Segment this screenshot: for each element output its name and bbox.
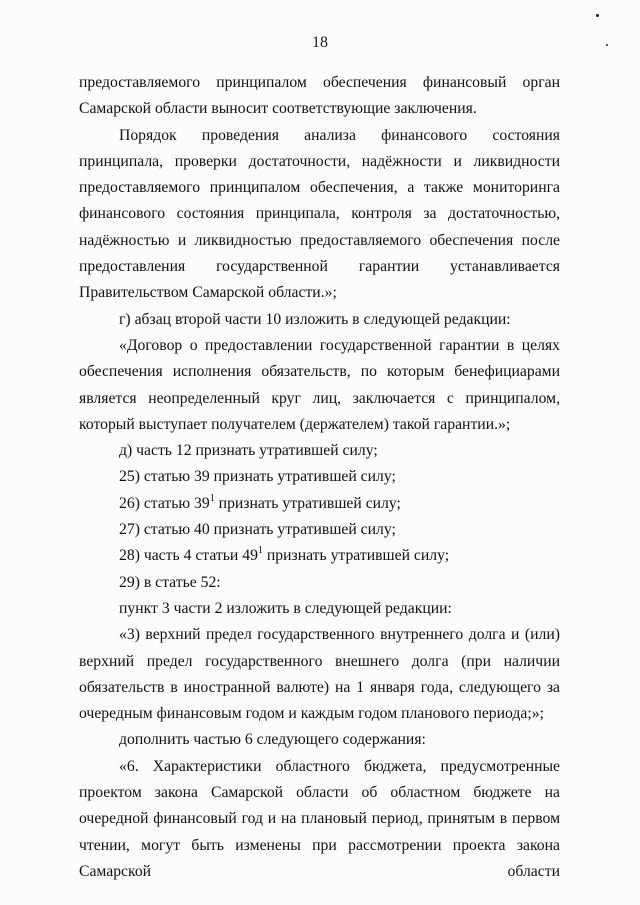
- scan-speck: [596, 14, 599, 17]
- page-number: 18: [312, 34, 328, 51]
- paragraph: 27) статью 40 признать утратившей силу;: [119, 521, 396, 539]
- paragraph: «3) верхний предел государственного внутреннего долга и (или) верхний предел государственного внешнего долга (при наличии обязательств в иностранной валюте) на 1 января года, следующего за очередным финансовым годом и каждым годом планового периода;»;: [79, 626, 560, 723]
- superscript: 1: [209, 492, 215, 504]
- paragraph: [79, 543, 560, 569]
- superscript: 1: [257, 545, 263, 557]
- paragraph: д) часть 12 признать утратившей силу;: [119, 442, 378, 460]
- paragraph: [79, 491, 560, 517]
- paragraph-text: признать утратившей силу;: [262, 547, 450, 565]
- paragraph: 29) в статье 52:: [119, 573, 221, 591]
- paragraph: г) абзац второй части 10 изложить в следующей редакции:: [119, 310, 511, 328]
- paragraph: пункт 3 части 2 изложить в следующей редакции:: [119, 599, 452, 617]
- paragraph-text: 26) статью 39: [119, 494, 210, 512]
- paragraph: «6. Характеристики областного бюджета, предусмотренные проектом закона Самарской области об областном бюджете на очередной финансовый год и на плановый период, принятым в первом чтении, могут быть изменены при рассмотрении проекта закона Самарской области: [79, 757, 560, 880]
- paragraph: Порядок проведения анализа финансового состояния принципала, проверки достаточности, надёжности и ликвидности предоставляемого принципалом обеспечения, а также мониторинга финансового состояния принципала, контроля за достаточностью, надёжностью и ликвидностью предоставляемого обеспечения после предоставления государственной гарантии устанавливается Правительством Самарской области.»;: [79, 126, 560, 302]
- document-body: [79, 70, 560, 885]
- paragraph: «Договор о предоставлении государственной гарантии в целях обеспечения исполнения обязательств, по которым бенефициарами является неопределенный круг лиц, заключается с принципалом, который выступает получателем (держателем) такой гарантии.»;: [79, 336, 560, 433]
- paragraph-text: признать утратившей силу;: [214, 494, 401, 512]
- paragraph: предоставляемого принципалом обеспечения финансовый орган Самарской области выносит соответствующие заключения.: [79, 74, 560, 118]
- paragraph: дополнить частью 6 следующего содержания:: [119, 731, 426, 749]
- paragraph-text: 28) часть 4 статьи 49: [119, 547, 258, 565]
- paragraph: 25) статью 39 признать утратившей силу;: [119, 468, 396, 486]
